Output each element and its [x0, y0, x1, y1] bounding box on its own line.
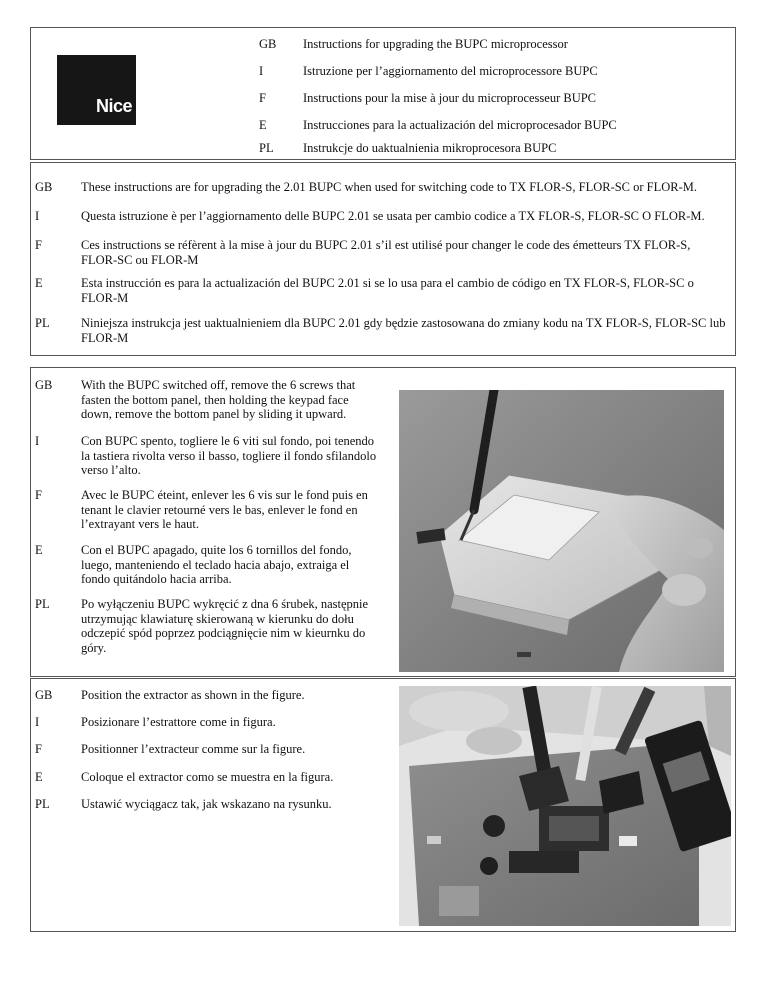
- language-code: E: [35, 770, 43, 784]
- intro-text: Questa istruzione è per l’aggiornamento delle BUPC 2.01 se usata per cambio codice a TX FLOR-S, FLOR-SC O FLOR-M.: [81, 209, 705, 223]
- header-title: Instructions for upgrading the BUPC microprocessor: [303, 37, 568, 51]
- language-code: I: [35, 434, 40, 448]
- step1-text: Con BUPC spento, togliere le 6 viti sul fondo, poi tenendo la tastiera rivolta verso il basso, togliere il fondo sfilandolo verso l’alto.: [81, 434, 377, 478]
- language-code: GB: [35, 378, 53, 392]
- header-title: Instrucciones para la actualización del microprocesador BUPC: [303, 118, 617, 132]
- intro-text: Esta instrucción es para la actualización del BUPC 2.01 si se lo usa para el cambio de código en TX FLOR-S, FLOR-SC o FLOR-M: [81, 276, 694, 305]
- language-code: F: [259, 91, 266, 105]
- language-code: PL: [35, 597, 50, 611]
- intro-text: These instructions are for upgrading the 2.01 BUPC when used for switching code to TX FLOR-S, FLOR-SC or FLOR-M.: [81, 180, 698, 194]
- step2-text: Coloque el extractor como se muestra en la figura.: [81, 770, 334, 784]
- bupc-photo: [399, 390, 724, 672]
- language-code: I: [259, 64, 264, 78]
- language-code: F: [35, 238, 42, 252]
- step2-box: [30, 678, 736, 932]
- extractor-photo-illustration: [399, 686, 731, 926]
- header-title: Istruzione per l’aggiornamento del microprocessore BUPC: [303, 64, 598, 78]
- step1-text: Po wyłączeniu BUPC wykręcić z dna 6 śrubek, następnie utrzymując klawiaturę skierowaną w kierunku do dołu odczepić spód poprzez podciągnięcie nim w kieurnku do góry.: [81, 597, 369, 655]
- language-code: PL: [35, 797, 50, 811]
- step1-text: With the BUPC switched off, remove the 6 screws that fasten the bottom panel, then holding the keypad face down, remove the bottom panel by sliding it upward.: [81, 378, 356, 422]
- step1-text: Avec le BUPC éteint, enlever les 6 vis sur le fond puis en tenant le clavier retourné vers le bas, enlever le fond en l’extrayant vers le haut.: [81, 488, 368, 532]
- step1-text: Con el BUPC apagado, quite los 6 tornillos del fondo, luego, manteniendo el teclado hacia abajo, extraiga el fondo quitándolo hacia arriba.: [81, 543, 352, 587]
- language-code: I: [35, 715, 40, 729]
- intro-box: [30, 162, 736, 356]
- step2-text: Position the extractor as shown in the figure.: [81, 688, 305, 702]
- header-box: [30, 27, 736, 160]
- language-code: E: [35, 543, 43, 557]
- language-code: GB: [35, 688, 53, 702]
- intro-text: Ces instructions se réfèrent à la mise à jour du BUPC 2.01 s’il est utilisé pour changer le code des émetteurs TX FLOR-S, FLOR-SC ou FLOR-M: [81, 238, 691, 267]
- language-code: E: [259, 118, 267, 132]
- nice-logo: [57, 55, 136, 125]
- step2-text: Ustawić wyciągacz tak, jak wskazano na rysunku.: [81, 797, 332, 811]
- extractor-photo: [399, 686, 731, 926]
- step1-box: [30, 367, 736, 677]
- language-code: E: [35, 276, 43, 290]
- language-code: PL: [35, 316, 50, 330]
- header-title: Instrukcje do uaktualnienia mikroprocesora BUPC: [303, 141, 557, 155]
- step2-text: Positionner l’extracteur comme sur la figure.: [81, 742, 306, 756]
- header-title: Instructions pour la mise à jour du microprocesseur BUPC: [303, 91, 597, 105]
- language-code: F: [35, 488, 42, 502]
- language-code: GB: [35, 180, 53, 194]
- intro-text: Niniejsza instrukcja jest uaktualnieniem dla BUPC 2.01 gdy będzie zastosowana do zmiany kodu na TX FLOR-S, FLOR-SC lub FLOR-M: [81, 316, 726, 345]
- step2-text: Posizionare l’estrattore come in figura.: [81, 715, 276, 729]
- language-code: PL: [259, 141, 274, 155]
- language-code: F: [35, 742, 42, 756]
- language-code: GB: [259, 37, 277, 51]
- bupc-photo-illustration: [399, 390, 724, 672]
- language-code: I: [35, 209, 40, 223]
- logo-text: Nice: [95, 96, 132, 116]
